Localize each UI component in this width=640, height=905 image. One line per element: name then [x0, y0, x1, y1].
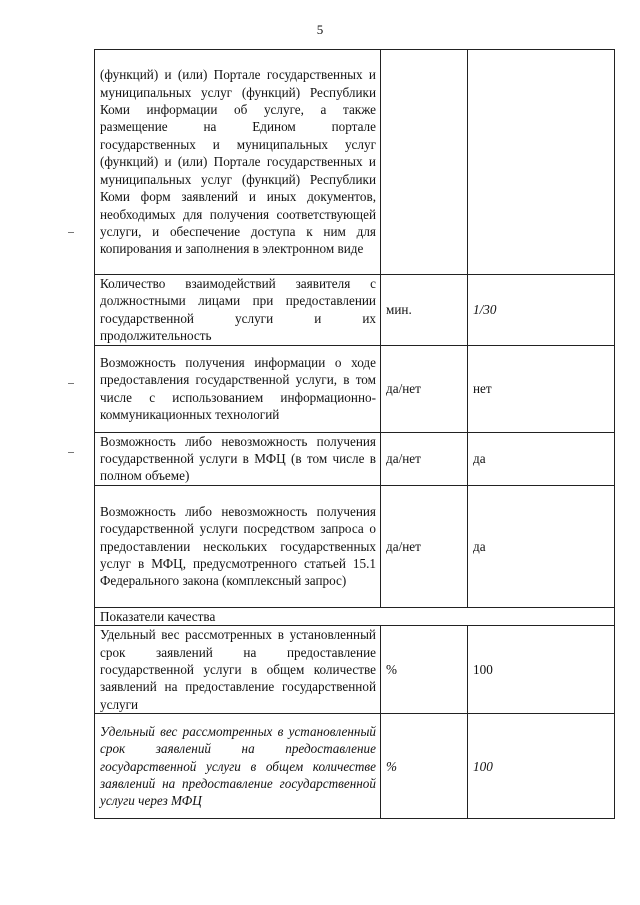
- table-row: [95, 485, 615, 607]
- table-row: [95, 345, 615, 432]
- unit-cell: да/нет: [381, 432, 468, 485]
- unit-cell: да/нет: [381, 485, 468, 607]
- table-row: [95, 432, 615, 485]
- section-header: Показатели качества: [95, 607, 615, 625]
- unit-cell: мин.: [381, 275, 468, 346]
- margin-mark: [68, 232, 74, 233]
- indicators-table: [94, 49, 615, 819]
- value-cell: [468, 50, 615, 275]
- indicator-cell: Удельный вес рассмотренных в установленный срок заявлений на предоставление государственной услуги в общем количестве заявлений на предоставление государственной услуги: [95, 626, 381, 714]
- value-cell: да: [468, 432, 615, 485]
- indicator-cell: Количество взаимодействий заявителя с должностными лицами при предоставлении государственной услуги и их продолжительность: [95, 275, 381, 346]
- indicator-cell: (функций) и (или) Портале государственных и муниципальных услуг (функций) Республики Коми информации об услуге, а также размещение на Едином портале государственных и муниципальных услуг (функций) и (или) Портале государственных и муниципальных услуг (функций) Республики Коми форм заявлений и иных документов, необходимых для получения соответствующей услуги, и обеспечение доступа к ним для копирования и заполнения в электронном виде: [95, 50, 381, 275]
- unit-cell: да/нет: [381, 345, 468, 432]
- indicator-cell: Возможность либо невозможность получения государственной услуги в МФЦ (в том числе в полном объеме): [95, 432, 381, 485]
- value-cell: да: [468, 485, 615, 607]
- margin-mark: [68, 452, 74, 453]
- table-row: [95, 275, 615, 346]
- page-number: 5: [316, 22, 324, 37]
- table-row: [95, 50, 615, 275]
- indicator-cell: Возможность получения информации о ходе предоставления государственной услуги, в том числе с использованием информационно-коммуникационных технологий: [95, 345, 381, 432]
- unit-cell: [381, 50, 468, 275]
- value-cell: 100: [468, 626, 615, 714]
- unit-cell: %: [381, 714, 468, 819]
- indicator-cell: Удельный вес рассмотренных в установленный срок заявлений на предоставление государственной услуги в общем количестве заявлений на предоставление государственной услуги через МФЦ: [95, 714, 381, 819]
- unit-cell: %: [381, 626, 468, 714]
- value-cell: нет: [468, 345, 615, 432]
- table-row: [95, 714, 615, 819]
- value-cell: 1/30: [468, 275, 615, 346]
- margin-mark: [68, 383, 74, 384]
- section-row: [95, 607, 615, 625]
- indicator-cell: Возможность либо невозможность получения государственной услуги посредством запроса о предоставлении нескольких государственных услуг в МФЦ, предусмотренного статьей 15.1 Федерального закона (комплексный запрос): [95, 485, 381, 607]
- value-cell: 100: [468, 714, 615, 819]
- table-row: [95, 626, 615, 714]
